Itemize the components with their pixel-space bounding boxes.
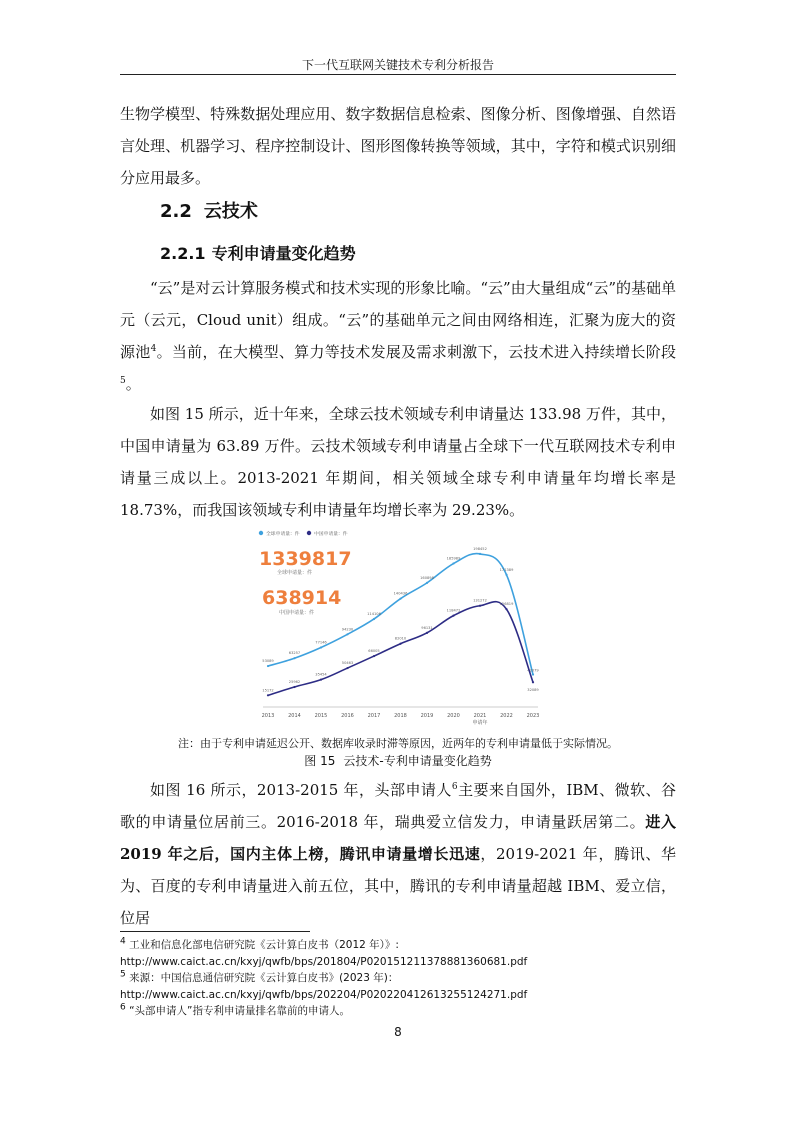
summary-value: 1339817	[259, 548, 352, 570]
data-point	[293, 686, 295, 688]
running-header: 下一代互联网关键技术专利分析报告	[301, 58, 494, 72]
paragraph-statistics: 如图 15 所示，近十年来，全球云技术领域专利申请量达 133.98 万件，其中，中国申请量为 63.89 万件。云技术领域专利申请量占全球下一代互联网技术专利申请量三成以上。2013-2021 年期间，相关领域全球专利申请量年均增长率是 18.73%，而我国该领域专利申请量年均增长率为 29.23%。	[120, 405, 676, 519]
data-point	[452, 562, 454, 564]
data-point	[505, 608, 507, 610]
summary-value: 638914	[262, 587, 342, 609]
data-label: 53089	[262, 659, 274, 664]
data-point	[505, 574, 507, 576]
data-label: 131272	[473, 598, 487, 603]
subsection-number: 2.2.1	[160, 244, 206, 263]
data-label: 82010	[394, 636, 407, 641]
data-point	[373, 655, 375, 657]
footnote-text: 来源：中国信息通信研究院《云计算白皮书》(2023 年)：	[129, 972, 399, 984]
footnote-mark: 4	[120, 936, 126, 947]
footnote-url[interactable]	[120, 987, 676, 1004]
footnote-item	[120, 937, 676, 954]
footnote-url[interactable]	[120, 954, 676, 971]
legend-label: 中国申请量：件	[314, 532, 348, 537]
figure-caption	[120, 752, 676, 769]
footnote-item	[120, 1003, 676, 1020]
chart-legend	[259, 530, 348, 537]
subsection-title: 专利申请量变化趋势	[211, 244, 356, 263]
data-point	[373, 618, 375, 620]
paragraph-text: 。当前，在大模型、算力等技术发展及需求刺激下，云技术进入持续增长阶段	[156, 343, 676, 361]
footnote-mark: 6	[120, 1002, 126, 1013]
header-rule	[120, 74, 676, 75]
data-label: 114106	[367, 611, 381, 616]
x-tick-label: 2023	[526, 713, 540, 719]
summary-label: 全球申请量：件	[277, 570, 313, 576]
section-heading	[160, 197, 258, 223]
data-label: 118472	[446, 608, 461, 613]
data-point	[346, 667, 348, 669]
x-tick-label: 2016	[341, 713, 354, 719]
chart-summary	[259, 548, 352, 616]
footnote-rule	[120, 931, 310, 932]
data-point	[346, 633, 348, 635]
paragraph-applicants	[120, 774, 676, 934]
footnote-item	[120, 970, 676, 987]
footnote-link[interactable]: http://www.caict.ac.cn/kxyj/qwfb/bps/202204/P020220412613255124271.pdf	[120, 988, 528, 1001]
paragraph-text: “云”是对云计算服务模式和技术实现的形象比喻。“云”由大量组成“云”的基础单元（云元，Cloud unit）组成。“云”的基础单元之间由网络相连，汇聚为庞大的资源池	[120, 279, 677, 361]
figure-note: 注：由于专利申请延迟公开、数据库收录时滞等原因，近两年的专利申请量低于实际情况。	[178, 737, 618, 750]
footnote-ref: 5	[120, 376, 126, 386]
data-point	[320, 646, 322, 648]
footnote-text: “头部申请人”指专利申请量排名靠前的申请人。	[129, 1005, 350, 1017]
data-label: 96131	[421, 625, 433, 630]
x-tick-label: 2018	[394, 713, 407, 719]
data-label: 15172	[262, 688, 274, 693]
data-label: 94230	[341, 627, 354, 632]
data-label: 126819	[499, 602, 514, 607]
x-tick-label: 2022	[500, 713, 513, 719]
legend-marker	[259, 531, 263, 535]
paragraph-text: 。	[125, 375, 141, 393]
data-point	[479, 605, 481, 607]
data-label: 171389	[499, 567, 514, 572]
footnote-text: 工业和信息化部电信研究院《云计算白皮书（2012 年）》:	[129, 939, 399, 951]
section-title: 云技术	[203, 201, 258, 222]
summary-label: 中国申请量：件	[279, 610, 315, 616]
intro-paragraph: 生物学模型、特殊数据处理应用、数字数据信息检索、图像分析、图像增强、自然语言处理、机器学习、程序控制设计、图形图像转换等领域，其中，字符和模式识别细分应用最多。	[120, 105, 676, 187]
bold-highlight: 进入 2019 年之后，国内主体上榜，腾讯申请量增长迅速	[120, 813, 676, 863]
trend-chart	[257, 527, 540, 725]
data-label: 185989	[446, 556, 461, 561]
footnote-ref: 4	[150, 344, 157, 354]
paragraph-text: ，2019-2021 年，腾讯、华为、百度的专利申请量进入前五位，其中，腾讯的专利申请量超越 IBM、爱立信，位居	[120, 845, 676, 927]
page-number: 8	[394, 1025, 402, 1039]
data-point	[267, 665, 269, 667]
x-tick-label: 2013	[261, 713, 275, 719]
data-label: 25962	[288, 679, 301, 684]
data-label: 32089	[527, 688, 539, 693]
footnotes	[120, 937, 676, 1020]
data-label: 66005	[368, 649, 380, 654]
x-axis-label: 申请年	[472, 720, 488, 725]
x-tick-label: 2021	[473, 713, 487, 719]
data-point	[399, 643, 401, 645]
data-label: 198452	[473, 546, 487, 551]
footnote-link[interactable]: http://www.caict.ac.cn/kxyj/qwfb/bps/201804/P020151211378881360681.pdf	[120, 955, 528, 968]
paragraph-text: 如图 16 所示，2013-2015 年，头部申请人	[150, 781, 452, 799]
paragraph-cloud-definition	[120, 272, 676, 400]
data-label: 77146	[315, 640, 327, 645]
data-point	[479, 553, 481, 555]
footnote-mark: 5	[120, 969, 126, 980]
data-label: 63257	[288, 651, 301, 656]
data-point	[267, 694, 269, 696]
legend-label: 全球申请量：件	[266, 532, 300, 537]
data-point	[532, 681, 534, 683]
data-label: 160898	[420, 575, 434, 580]
data-point	[293, 657, 295, 659]
x-tick-label: 2020	[447, 713, 460, 719]
data-label: 140436	[393, 591, 408, 596]
data-point	[320, 679, 322, 681]
x-tick-label: 2019	[420, 713, 434, 719]
data-label: 50463	[341, 661, 354, 666]
x-tick-label: 2017	[367, 713, 381, 719]
x-tick-label: 2015	[314, 713, 328, 719]
data-point	[399, 598, 401, 600]
x-tick-label: 2014	[288, 713, 301, 719]
subsection-heading	[160, 241, 356, 264]
data-label: 42079	[527, 668, 539, 673]
paragraph-text: 主要来自国外，IBM、微软、谷歌的申请量位居前三。2016-2018 年，瑞典爱立信发力，申请量跃居第二。	[120, 781, 677, 831]
data-point	[426, 632, 428, 634]
section-number: 2.2	[160, 201, 192, 222]
footnote-ref: 6	[451, 782, 458, 792]
figure-label: 图 15	[304, 754, 336, 768]
data-point	[426, 582, 428, 584]
legend-marker	[307, 531, 311, 535]
data-label: 35454	[315, 672, 327, 677]
data-point	[532, 673, 534, 675]
line-chart-svg	[257, 527, 540, 725]
figure-title: 云技术-专利申请量变化趋势	[343, 754, 492, 768]
data-point	[452, 615, 454, 617]
